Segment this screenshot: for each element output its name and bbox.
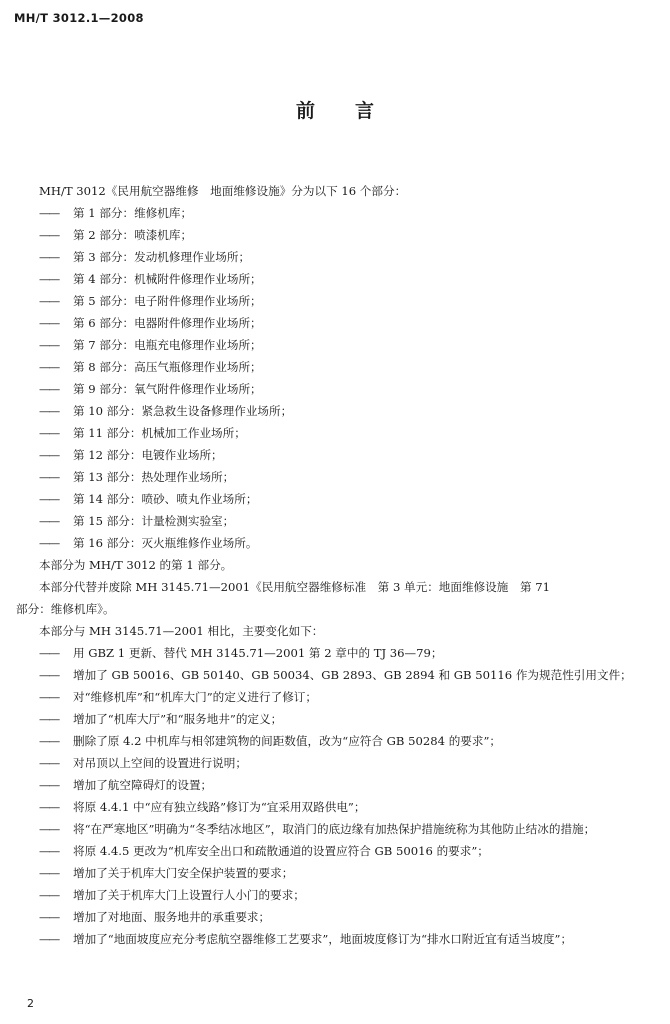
list-item — [16, 884, 656, 906]
change-item-text: 将“在严寒地区”明确为“冬季结冰地区”，取消门的底边缘有加热保护措施统称为其他防止结冰的措施； — [73, 822, 596, 836]
part-item-text: 第 6 部分：电器附件修理作业场所； — [73, 316, 262, 330]
change-item-text: 增加了 GB 50016、GB 50140、GB 50034、GB 2893、GB 2894 和 GB 50116 作为规范性引用文件； — [73, 668, 632, 682]
list-item — [16, 642, 656, 664]
dash: —— — [39, 228, 59, 242]
dash: —— — [39, 646, 59, 660]
dash: —— — [39, 844, 59, 858]
replaces-paragraph-line2: 部分：维修机库》。 — [16, 602, 115, 616]
dash: —— — [39, 668, 59, 682]
part-item-text: 第 2 部分：喷漆机库； — [73, 228, 193, 242]
dash: —— — [39, 492, 59, 506]
dash: —— — [39, 316, 59, 330]
dash: —— — [39, 250, 59, 264]
list-item — [16, 444, 656, 466]
list-item — [16, 928, 656, 950]
dash: —— — [39, 206, 59, 220]
list-item — [16, 246, 656, 268]
list-item — [16, 312, 656, 334]
list-item — [16, 334, 656, 356]
part-item-text: 第 1 部分：维修机库； — [73, 206, 193, 220]
dash: —— — [39, 514, 59, 528]
change-item-text: 对“维修机库”和“机库大门”的定义进行了修订； — [73, 690, 317, 704]
change-item-text: 增加了“机库大厅”和“服务地井”的定义； — [73, 712, 283, 726]
list-item — [16, 906, 656, 928]
list-item — [16, 818, 656, 840]
part-item-text: 第 14 部分：喷砂、喷丸作业场所； — [73, 492, 258, 506]
change-item-text: 将原 4.4.1 中“应有独立线路”修订为“宜采用双路供电”； — [73, 800, 366, 814]
list-item — [16, 532, 656, 554]
dash: —— — [39, 690, 59, 704]
standard-number-header: MH/T 3012.1—2008 — [14, 11, 144, 25]
list-item — [16, 840, 656, 862]
dash: —— — [39, 888, 59, 902]
list-item — [16, 466, 656, 488]
list-item — [16, 862, 656, 884]
list-item — [16, 686, 656, 708]
list-item — [16, 202, 656, 224]
dash: —— — [39, 426, 59, 440]
list-item — [16, 708, 656, 730]
dash: —— — [39, 822, 59, 836]
dash: —— — [39, 932, 59, 946]
change-item-text: 增加了“地面坡度应充分考虑航空器维修工艺要求”，地面坡度修订为“排水口附近宜有适当坡度”； — [73, 932, 573, 946]
dash: —— — [39, 272, 59, 286]
change-item-text: 增加了航空障碍灯的设置； — [73, 778, 213, 792]
dash: —— — [39, 294, 59, 308]
dash: —— — [39, 866, 59, 880]
list-item — [16, 400, 656, 422]
list-item — [16, 796, 656, 818]
change-item-text: 增加了关于机库大门上设置行人小门的要求； — [73, 888, 305, 902]
change-item-text: 将原 4.4.5 更改为“机库安全出口和疏散通道的设置应符合 GB 50016 的要求”； — [73, 844, 489, 858]
list-item — [16, 752, 656, 774]
list-item — [16, 378, 656, 400]
part-item-text: 第 12 部分：电镀作业场所； — [73, 448, 223, 462]
part-item-text: 第 16 部分：灭火瓶维修作业场所。 — [73, 536, 258, 550]
dash: —— — [39, 382, 59, 396]
list-item — [16, 774, 656, 796]
dash: —— — [39, 910, 59, 924]
part-item-text: 第 7 部分：电瓶充电修理作业场所； — [73, 338, 262, 352]
dash: —— — [39, 404, 59, 418]
dash: —— — [39, 778, 59, 792]
change-item-text: 删除了原 4.2 中机库与相邻建筑物的间距数值，改为“应符合 GB 50284 的要求”； — [73, 734, 502, 748]
dash: —— — [39, 338, 59, 352]
list-item — [16, 664, 656, 686]
intro-paragraph: MH/T 3012《民用航空器维修 地面维修设施》分为以下 16 个部分： — [39, 184, 407, 198]
list-item — [16, 356, 656, 378]
list-item — [16, 422, 656, 444]
change-item-text: 增加了关于机库大门安全保护装置的要求； — [73, 866, 294, 880]
changes-intro-paragraph: 本部分与 MH 3145.71—2001 相比，主要变化如下： — [39, 624, 324, 638]
dash: —— — [39, 360, 59, 374]
dash: —— — [39, 470, 59, 484]
part-item-text: 第 5 部分：电子附件修理作业场所； — [73, 294, 262, 308]
dash: —— — [39, 536, 59, 550]
part-item-text: 第 3 部分：发动机修理作业场所； — [73, 250, 251, 264]
list-item — [16, 730, 656, 752]
change-item-text: 用 GBZ 1 更新、替代 MH 3145.71—2001 第 2 章中的 TJ 36—79； — [73, 646, 443, 660]
list-item — [16, 488, 656, 510]
statement-paragraph: 本部分为 MH/T 3012 的第 1 部分。 — [39, 558, 233, 572]
change-item-text: 对吊顶以上空间的设置进行说明； — [73, 756, 247, 770]
page-title: 前言 — [295, 100, 414, 122]
page-number: 2 — [27, 997, 34, 1010]
part-item-text: 第 4 部分：机械附件修理作业场所； — [73, 272, 262, 286]
dash: —— — [39, 448, 59, 462]
part-item-text: 第 8 部分：高压气瓶修理作业场所； — [73, 360, 262, 374]
dash: —— — [39, 712, 59, 726]
replaces-paragraph-line1: 本部分代替并废除 MH 3145.71—2001《民用航空器维修标准 第 3 单元：地面维修设施 第 71 — [39, 580, 550, 594]
part-item-text: 第 9 部分：氧气附件修理作业场所； — [73, 382, 262, 396]
part-item-text: 第 13 部分：热处理作业场所； — [73, 470, 235, 484]
part-item-text: 第 11 部分：机械加工作业场所； — [73, 426, 246, 440]
list-item — [16, 290, 656, 312]
change-item-text: 增加了对地面、服务地井的承重要求； — [73, 910, 271, 924]
part-item-text: 第 15 部分：计量检测实验室； — [73, 514, 235, 528]
list-item — [16, 224, 656, 246]
list-item — [16, 510, 656, 532]
list-item — [16, 268, 656, 290]
foreword-body — [16, 180, 656, 950]
dash: —— — [39, 800, 59, 814]
part-item-text: 第 10 部分：紧急救生设备修理作业场所； — [73, 404, 293, 418]
dash: —— — [39, 734, 59, 748]
dash: —— — [39, 756, 59, 770]
